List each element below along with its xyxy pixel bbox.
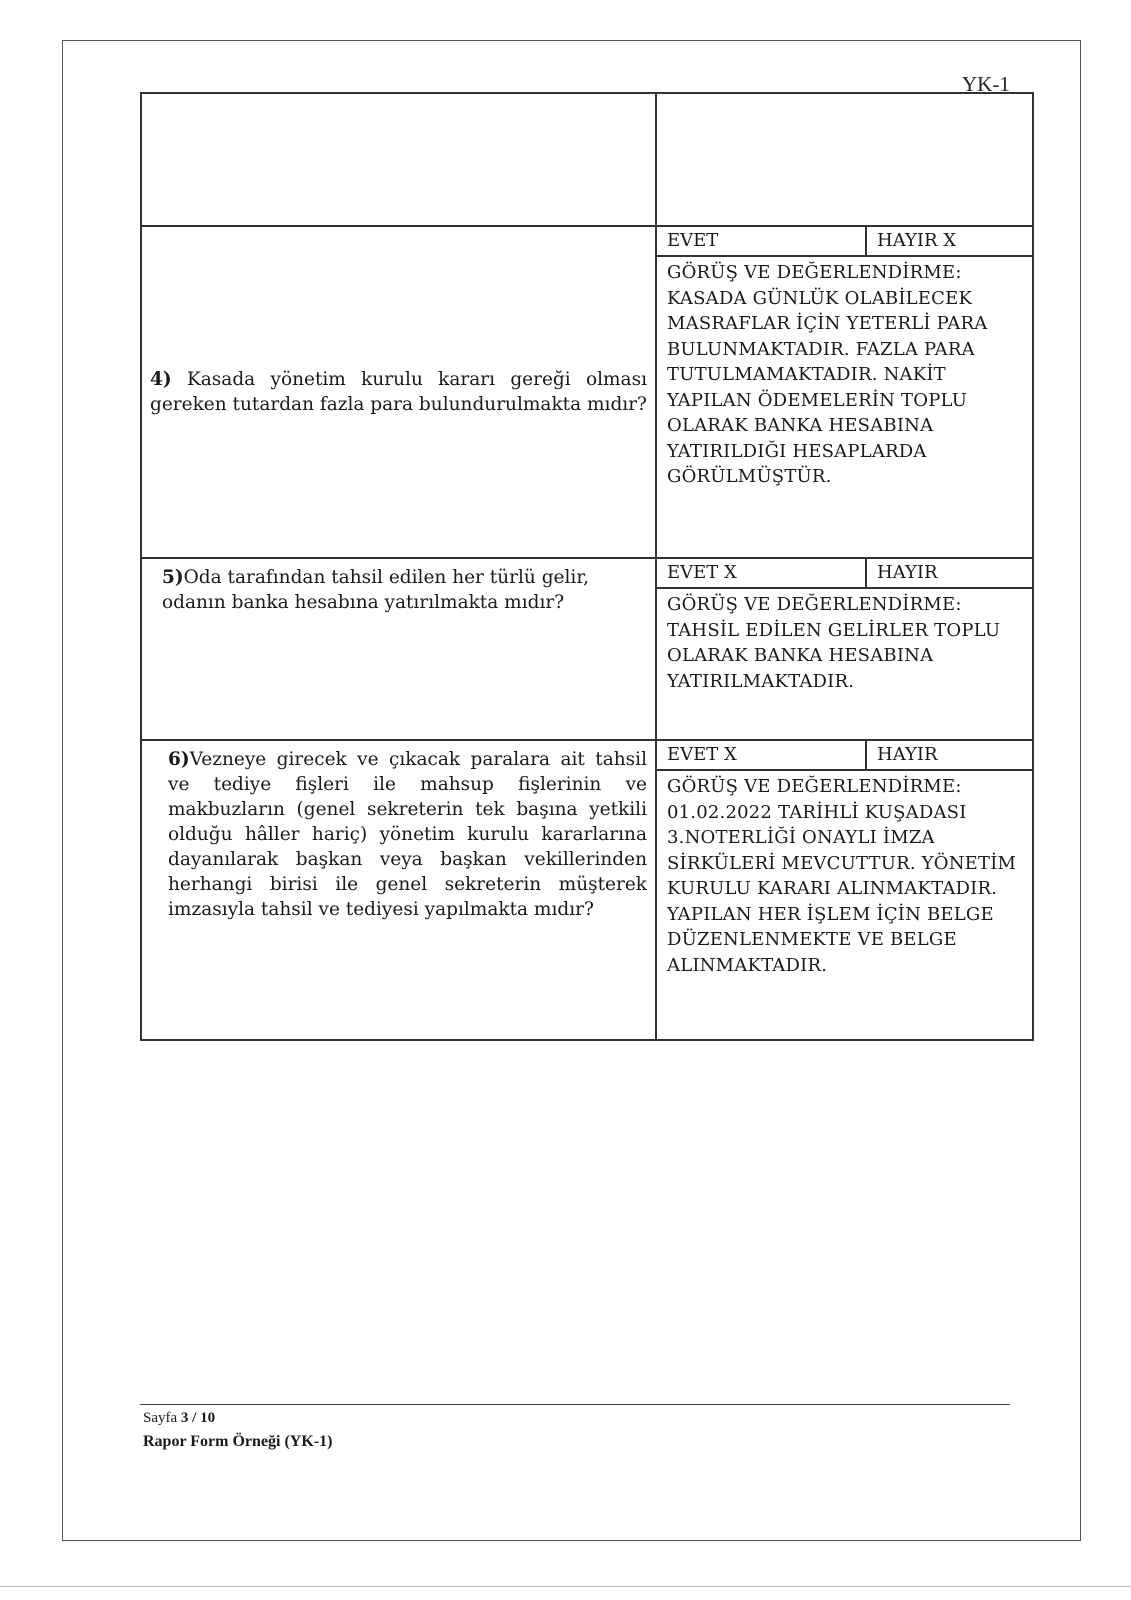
comment-line: YAPILAN HER İŞLEM İÇİN BELGE bbox=[667, 903, 994, 925]
question-text bbox=[142, 559, 655, 621]
question-text bbox=[142, 741, 655, 928]
comment-line: GÖRÜŞ VE DEĞERLENDİRME: bbox=[667, 262, 962, 283]
comment-line: DÜZENLENMEKTE VE BELGE bbox=[667, 929, 957, 950]
evaluation-comment bbox=[657, 589, 1032, 697]
comment-line: OLARAK BANKA HESABINA bbox=[667, 645, 934, 666]
yes-no-row bbox=[657, 227, 1032, 257]
evaluation-comment bbox=[657, 771, 1032, 981]
comment-line: YATIRILMAKTADIR. bbox=[667, 670, 855, 692]
page-current: 3 bbox=[180, 1410, 189, 1426]
document-code: YK-1 bbox=[962, 72, 1010, 96]
comment-line: YAPILAN ÖDEMELERİN TOPLU bbox=[667, 389, 968, 411]
question-body: Kasada yönetim kurulu kararı gereği olması gereken tutardan fazla para bulundurulmakta mıdır? bbox=[150, 369, 647, 415]
answer-cell bbox=[656, 93, 1033, 226]
page-number bbox=[143, 1410, 215, 1427]
hayir-option: HAYIR bbox=[877, 744, 938, 765]
comment-line: YATIRILDIĞI HESAPLARDA bbox=[667, 440, 927, 462]
table-row bbox=[141, 226, 1033, 558]
question-body: Oda tarafından tahsil edilen her türlü gelir, odanın banka hesabına yatırılmakta mıdır? bbox=[162, 567, 590, 613]
question-number: 5) bbox=[162, 567, 184, 588]
question-cell bbox=[141, 226, 656, 558]
question-body: Vezneye girecek ve çıkacak paralara ait tahsil ve tediye fişleri ile mahsup fişlerinin ve makbuzların (genel sekreterin tek başına yetkili olduğu hâller hariç) yönetim kurulu kararlarına dayanılarak başkan veya başkan vekillerinden herhangi birisi ile genel sekreterin müşterek imzasıyla tahsil ve tediyesi yapılmakta mıdır? bbox=[168, 749, 647, 920]
comment-line: SİRKÜLERİ MEVCUTTUR. YÖNETİM bbox=[667, 852, 1017, 874]
comment-line: KASADA GÜNLÜK OLABİLECEK bbox=[667, 287, 973, 309]
comment-line: GÖRÜŞ VE DEĞERLENDİRME: bbox=[667, 776, 962, 797]
footer-divider bbox=[140, 1404, 1010, 1405]
comment-line: BULUNMAKTADIR. FAZLA PARA bbox=[667, 338, 975, 360]
scan-edge-line bbox=[0, 1586, 1131, 1587]
evet-option: EVET X bbox=[657, 741, 867, 769]
comment-line: 01.02.2022 TARİHLİ KUŞADASI bbox=[667, 801, 967, 823]
comment-line: ALINMAKTADIR. bbox=[667, 954, 828, 976]
comment-line: GÖRÜLMÜŞTÜR. bbox=[667, 466, 832, 487]
comment-line: 3.NOTERLİĞİ ONAYLI İMZA bbox=[667, 827, 935, 848]
page-prefix: Sayfa bbox=[143, 1410, 181, 1426]
yes-no-row bbox=[657, 741, 1032, 771]
question-number: 4) bbox=[150, 369, 172, 390]
evet-option: EVET X bbox=[657, 559, 867, 587]
comment-line: TAHSİL EDİLEN GELİRLER TOPLU bbox=[667, 619, 1001, 641]
comment-line: OLARAK BANKA HESABINA bbox=[667, 415, 934, 436]
hayir-option: HAYIR X bbox=[877, 230, 957, 251]
question-number: 6) bbox=[168, 749, 190, 770]
evaluation-comment bbox=[657, 257, 1032, 493]
question-cell bbox=[141, 740, 656, 1040]
question-text bbox=[142, 361, 655, 423]
question-cell bbox=[141, 558, 656, 740]
comment-line: TUTULMAMAKTADIR. NAKİT bbox=[667, 364, 946, 385]
answer-cell bbox=[656, 558, 1033, 740]
answer-cell bbox=[656, 740, 1033, 1040]
answer-cell bbox=[656, 226, 1033, 558]
audit-question-table bbox=[140, 92, 1034, 1041]
comment-line: KURULU KARARI ALINMAKTADIR. bbox=[667, 878, 998, 899]
page-total: 10 bbox=[200, 1410, 216, 1426]
question-cell bbox=[141, 93, 656, 226]
page-separator: / bbox=[188, 1410, 201, 1426]
form-title: Rapor Form Örneği (YK-1) bbox=[143, 1433, 333, 1450]
yes-no-row bbox=[657, 559, 1032, 589]
table-row bbox=[141, 93, 1033, 226]
hayir-option: HAYIR bbox=[877, 562, 938, 583]
comment-line: MASRAFLAR İÇİN YETERLİ PARA bbox=[667, 313, 988, 334]
evet-option: EVET bbox=[657, 227, 867, 255]
table-row bbox=[141, 740, 1033, 1040]
comment-line: GÖRÜŞ VE DEĞERLENDİRME: bbox=[667, 594, 962, 615]
table-row bbox=[141, 558, 1033, 740]
